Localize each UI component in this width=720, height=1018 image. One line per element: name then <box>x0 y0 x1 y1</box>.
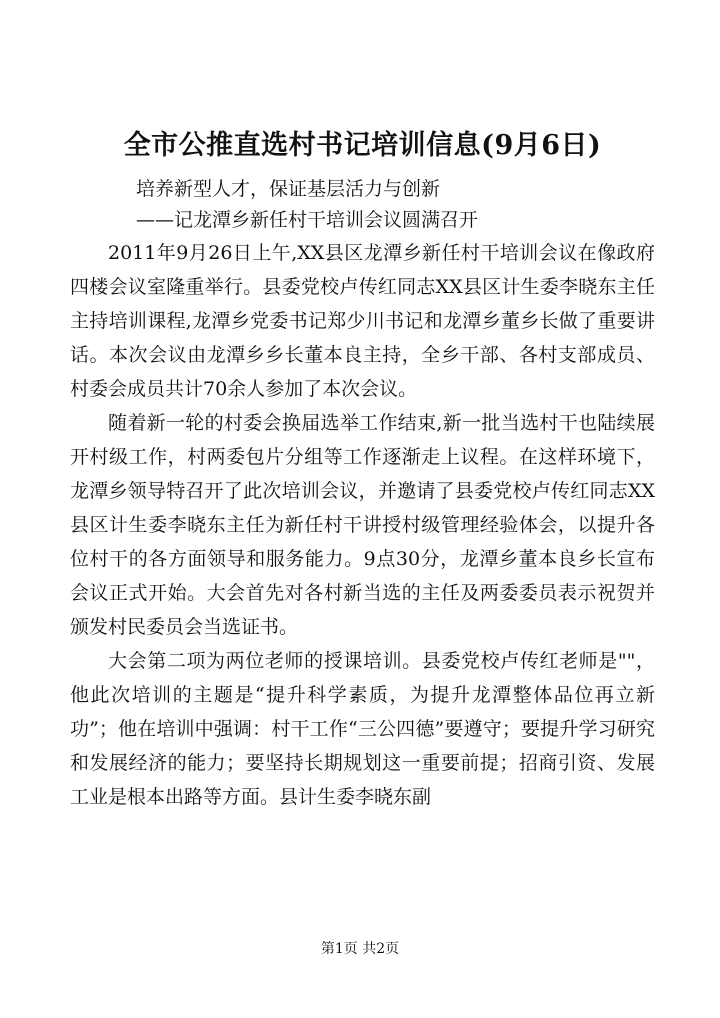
paragraph-2: 随着新一轮的村委会换届选举工作结束,新一批当选村干也陆续展开村级工作，村两委包片分组等工作逐渐走上议程。在这样环境下，龙潭乡领导特召开了此次培训会议，并邀请了县委党校卢传红同志XX县区计生委李晓东主任为新任村干讲授村级管理经验体会，以提升各位村干的各方面领导和服务能力。9点30分，龙潭乡董本良乡长宣布会议正式开始。大会首先对各村新当选的主任及两委委员表示祝贺并颁发村民委员会当选证书。 <box>70 412 655 638</box>
subtitle-main: 培养新型人才，保证基层活力与创新 <box>136 178 441 200</box>
document-page <box>70 126 655 814</box>
paragraph-3: 大会第二项为两位老师的授课培训。县委党校卢传红老师是""，他此次培训的主题是“提升科学素质，为提升龙潭整体品位再立新功”；他在培训中强调：村干工作“三公四德”要遵守；要提升学习研究和发展经济的能力；要坚持长期规划这一重要前提；招商引资、发展工业是根本出路等方面。县计生委李晓东副 <box>70 650 655 808</box>
page-footer: 第1页 共2页 <box>320 941 400 957</box>
subtitle-secondary: ——记龙潭乡新任村干培训会议圆满召开 <box>136 209 479 231</box>
paragraph-1: 2011年9月26日上午,XX县区龙潭乡新任村干培训会议在像政府四楼会议室隆重举行。县委党校卢传红同志XX县区计生委李晓东主任主持培训课程,龙潭乡党委书记郑少川书记和龙潭乡董乡长做了重要讲话。本次会议由龙潭乡乡长董本良主持，全乡干部、各村支部成员、村委会成员共计70余人参加了本次会议。 <box>70 242 655 400</box>
page-title: 全市公推直选村书记培训信息(9月6日) <box>123 130 602 161</box>
